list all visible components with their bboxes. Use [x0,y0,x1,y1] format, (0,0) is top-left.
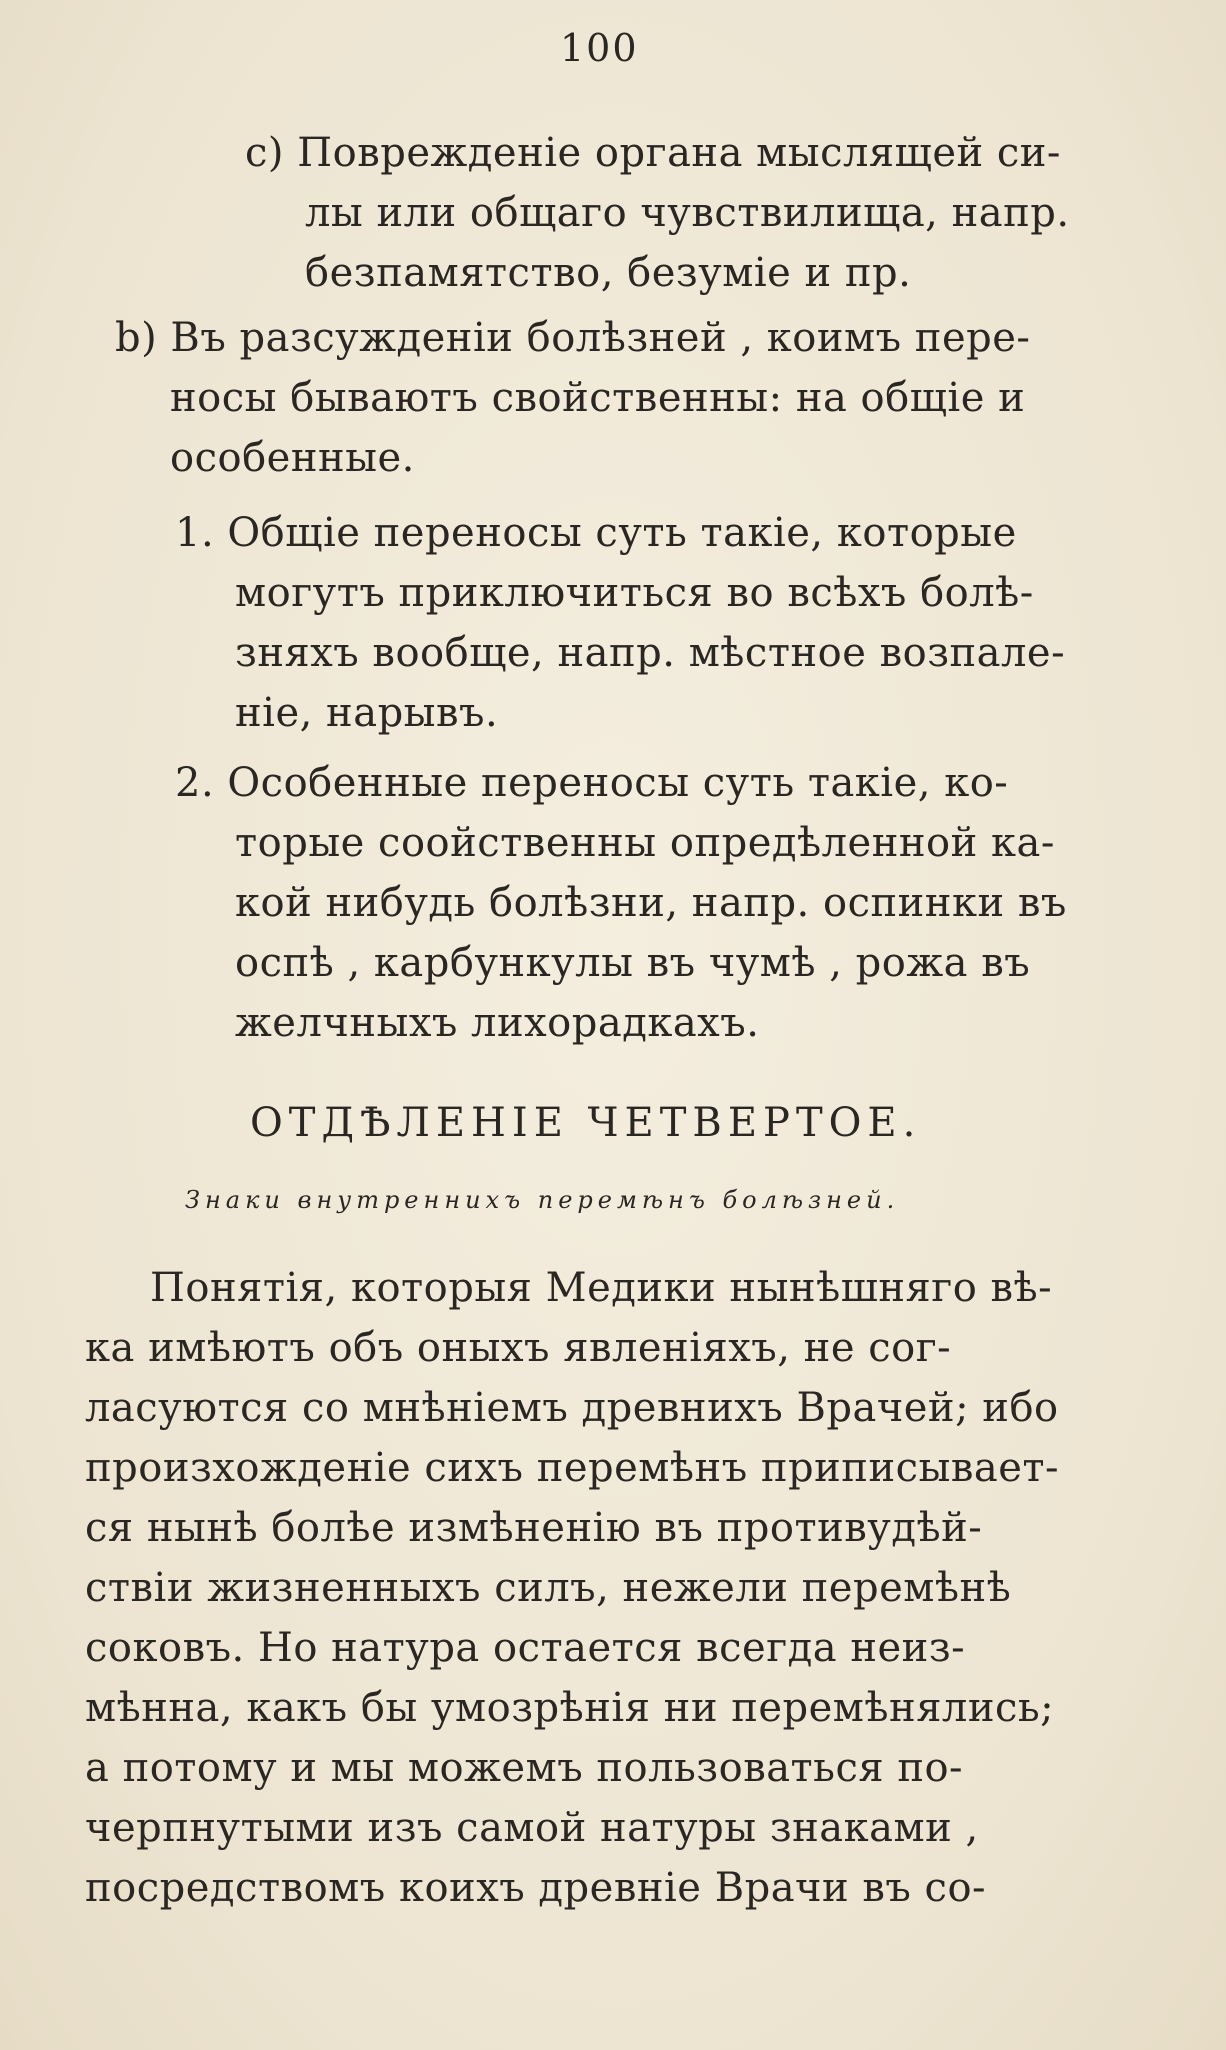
text-line: ніе, нарывъ. [235,690,499,736]
text-line: носы бываютъ свойственны: на общіе и [170,375,1026,421]
text-line: лы или общаго чувствилища, напр. [305,190,1070,236]
section-subheading: Знаки внутреннихъ перемѣнъ болѣзней. [185,1186,900,1214]
page-number: 100 [560,26,639,70]
text-line: ка имѣютъ объ оныхъ явленіяхъ, не сог- [85,1325,952,1371]
text-line: c) Поврежденіе органа мыслящей си- [245,130,1061,176]
text-line: а потому и мы можемъ пользоваться по- [85,1745,964,1791]
text-line: Понятія, которыя Медики нынѣшняго вѣ- [150,1265,1053,1311]
text-line: 1. Общіе переносы суть такіе, которые [175,510,1017,556]
text-line: соковъ. Но натура остается всегда неиз- [85,1625,966,1671]
text-line: могутъ приключиться во всѣхъ болѣ- [235,570,1034,616]
text-line: мѣнна, какъ бы умозрѣнія ни перемѣнялись; [85,1685,1055,1731]
text-line: черпнутыми изъ самой натуры знаками , [85,1805,979,1851]
text-line: ласуются со мнѣніемъ древнихъ Врачей; ибо [85,1385,1059,1431]
text-line: кой нибудь болѣзни, напр. оспинки въ [235,880,1067,926]
text-line: b) Въ разсужденіи болѣзней , коимъ пере- [115,315,1031,361]
text-line: ся нынѣ болѣе измѣненію въ противудѣй- [85,1505,983,1551]
text-line: произхожденіе сихъ перемѣнъ приписывает- [85,1445,1060,1491]
section-heading: ОТДѢЛЕНІЕ ЧЕТВЕРТОЕ. [250,1100,922,1146]
text-line: безпамятство, безуміе и пр. [305,250,912,296]
text-line: желчныхъ лихорадкахъ. [235,1000,760,1046]
text-line: особенные. [170,435,415,481]
text-line: зняхъ вообще, напр. мѣстное возпале- [235,630,1066,676]
text-line: торые соойственны опредѣленной ка- [235,820,1055,866]
text-line: посредствомъ коихъ древніе Врачи въ со- [85,1865,987,1911]
text-line: оспѣ , карбункулы въ чумѣ , рожа въ [235,940,1031,986]
text-line: ствіи жизненныхъ силъ, нежели перемѣнѣ [85,1565,1012,1611]
text-line: 2. Особенные переносы суть такіе, ко- [175,760,1009,806]
